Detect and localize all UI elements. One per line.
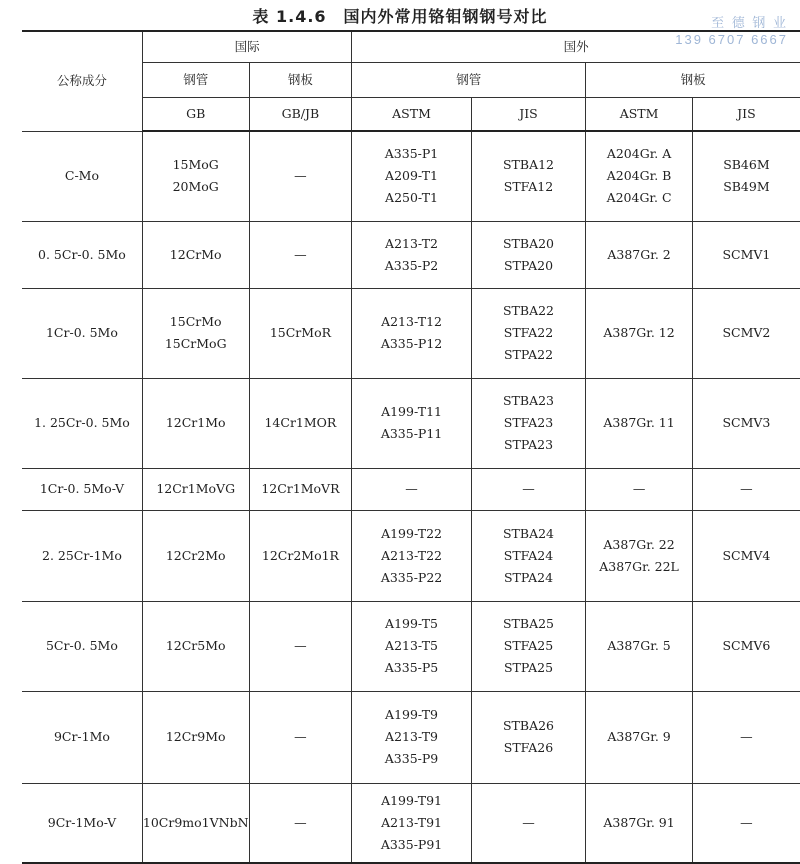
- cell-gb-pipe: [142, 783, 249, 863]
- cell-line: 2. 25Cr-1Mo: [42, 547, 122, 563]
- cell-line: A213-T22: [381, 547, 442, 563]
- cell-line: SCMV2: [722, 325, 771, 340]
- cell-jis-plate: [692, 510, 800, 601]
- cell-line: STPA24: [503, 569, 554, 585]
- cell-line: A335-P12: [380, 336, 443, 351]
- cell-astm-plate: [586, 783, 693, 863]
- cell-jis-plate: [692, 131, 800, 221]
- header-gbjb: GB/JB: [249, 98, 352, 132]
- cell-line: 1Cr-0. 5Mo-V: [39, 481, 125, 496]
- cell-gbjb-plate: [249, 783, 352, 863]
- cell-jis-pipe: [471, 288, 586, 378]
- cell-line: A209-T1: [385, 168, 439, 184]
- cell-component: [22, 783, 142, 863]
- cell-line: A387Gr. 12: [603, 325, 675, 340]
- cell-line: A213-T2: [385, 235, 439, 251]
- cell-jis-pipe: [471, 131, 586, 221]
- table-title: 表 1.4.6 国内外常用铬钼钢钢号对比: [252, 7, 548, 26]
- cell-jis-pipe: [471, 510, 586, 601]
- cell-line: STPA22: [503, 347, 554, 362]
- cell-astm-plate: [586, 601, 693, 691]
- cell-line: C-Mo: [64, 168, 99, 183]
- cell-line: 10Cr9mo1VNbN: [142, 814, 249, 830]
- cell-line: A213-T91: [381, 814, 442, 830]
- watermark-phone: 139 6707 6667: [675, 32, 788, 47]
- cell-line: A387Gr. 22L: [599, 558, 679, 574]
- cell-jis-pipe: [471, 783, 586, 863]
- cell-component: [22, 691, 142, 783]
- cell-line: 15MoG: [172, 157, 219, 173]
- cell-line: STBA23: [502, 393, 555, 408]
- cell-line: —: [294, 729, 307, 744]
- cell-gbjb-plate: [249, 288, 352, 378]
- cell-jis-pipe: [471, 691, 586, 783]
- cell-line: —: [294, 168, 307, 184]
- cell-line: 0. 5Cr-0. 5Mo: [38, 246, 126, 262]
- cell-line: A387Gr. 5: [607, 638, 671, 653]
- cell-component: [22, 221, 142, 288]
- cell-jis-plate: [692, 468, 800, 510]
- table-row: [22, 131, 800, 221]
- cell-line: —: [405, 481, 418, 496]
- cell-line: A199-T22: [381, 525, 442, 541]
- cell-line: A335-P1: [384, 146, 439, 162]
- header-foreign-plate: 钢板: [586, 63, 800, 98]
- cell-component: [22, 601, 142, 691]
- table-row: [22, 601, 800, 691]
- cell-line: A387Gr. 9: [607, 729, 671, 744]
- cell-line: A335-P11: [380, 426, 443, 441]
- cell-astm-pipe: [352, 131, 471, 221]
- cell-jis-pipe: [471, 468, 586, 510]
- cell-line: A335-P22: [380, 569, 443, 585]
- cell-line: A199-T5: [385, 616, 439, 631]
- cell-gbjb-plate: [249, 221, 352, 288]
- cell-gbjb-plate: [249, 691, 352, 783]
- cell-line: —: [740, 481, 753, 496]
- cell-line: 12Cr2Mo1R: [261, 547, 339, 563]
- table-row: [22, 468, 800, 510]
- cell-line: 20MoG: [172, 179, 219, 195]
- cell-gb-pipe: [142, 288, 249, 378]
- cell-astm-pipe: [352, 783, 471, 863]
- cell-line: A387Gr. 2: [607, 246, 671, 262]
- cell-gb-pipe: [142, 131, 249, 221]
- cell-gbjb-plate: [249, 510, 352, 601]
- cell-line: A199-T91: [381, 792, 442, 808]
- cell-line: STFA25: [503, 638, 554, 653]
- cell-astm-plate: [586, 288, 693, 378]
- cell-line: A335-P9: [384, 751, 439, 766]
- cell-astm-pipe: [352, 221, 471, 288]
- cell-line: A199-T9: [385, 707, 439, 722]
- cell-line: STBA24: [502, 525, 555, 541]
- cell-astm-pipe: [352, 288, 471, 378]
- cell-line: SCMV3: [722, 415, 771, 430]
- cell-astm-plate: [586, 691, 693, 783]
- cell-line: 9Cr-1Mo-V: [47, 814, 117, 830]
- cell-gb-pipe: [142, 221, 249, 288]
- cell-jis-pipe: [471, 601, 586, 691]
- cell-gbjb-plate: [249, 378, 352, 468]
- header-gb: GB: [142, 98, 249, 132]
- cell-jis-plate: [692, 221, 800, 288]
- cell-line: —: [522, 481, 535, 496]
- cell-jis-plate: [692, 378, 800, 468]
- cell-gb-pipe: [142, 468, 249, 510]
- cell-gbjb-plate: [249, 131, 352, 221]
- cell-line: 12Cr1MoVR: [261, 481, 340, 496]
- cell-line: STPA20: [503, 257, 554, 273]
- cell-line: A387Gr. 22: [603, 536, 675, 552]
- cell-line: A387Gr. 91: [603, 814, 675, 830]
- cell-jis-plate: [692, 288, 800, 378]
- cell-jis-pipe: [471, 221, 586, 288]
- cell-gb-pipe: [142, 510, 249, 601]
- cell-line: —: [632, 481, 646, 496]
- table-row: [22, 783, 800, 863]
- cell-line: A213-T5: [385, 638, 439, 653]
- cell-line: 12Cr9Mo: [165, 729, 226, 744]
- table-row: [22, 691, 800, 783]
- header-component: 公称成分: [22, 31, 142, 131]
- cell-astm-plate: [586, 468, 693, 510]
- cell-line: 12Cr1MoVG: [156, 481, 236, 496]
- cell-line: —: [294, 814, 307, 830]
- table-row: [22, 221, 800, 288]
- cell-line: STBA25: [502, 616, 555, 631]
- cell-component: [22, 378, 142, 468]
- cell-line: SB46M: [723, 157, 770, 173]
- cell-astm-pipe: [352, 468, 471, 510]
- cell-line: STBA22: [502, 303, 555, 318]
- cell-line: A213-T12: [381, 314, 442, 329]
- cell-line: 15CrMoG: [164, 336, 227, 351]
- cell-line: STBA20: [502, 235, 555, 251]
- cell-line: 5Cr-0. 5Mo: [45, 638, 118, 653]
- header-domestic-plate: 钢板: [249, 63, 352, 98]
- cell-line: SB49M: [723, 179, 770, 195]
- cell-component: [22, 131, 142, 221]
- cell-line: A335-P5: [384, 660, 439, 675]
- cell-gbjb-plate: [249, 601, 352, 691]
- steel-grade-comparison-table: [22, 30, 800, 864]
- cell-jis-plate: [692, 783, 800, 863]
- cell-line: 12Cr5Mo: [165, 638, 226, 653]
- cell-astm-plate: [586, 510, 693, 601]
- watermark-company: 至 德 钢 业: [711, 15, 788, 30]
- cell-line: —: [294, 246, 307, 262]
- table-row: [22, 378, 800, 468]
- table-row: [22, 510, 800, 601]
- table-body: [22, 131, 800, 863]
- cell-jis-plate: [692, 601, 800, 691]
- header-astm-pipe: ASTM: [352, 98, 471, 132]
- header-jis-pipe: JIS: [471, 98, 586, 132]
- cell-line: 12Cr2Mo: [165, 547, 226, 563]
- cell-gbjb-plate: [249, 468, 352, 510]
- cell-line: A204Gr. B: [606, 168, 672, 184]
- cell-line: A335-P2: [384, 257, 439, 273]
- cell-line: STBA12: [502, 157, 555, 173]
- cell-line: A204Gr. C: [606, 190, 672, 206]
- cell-line: —: [740, 814, 753, 830]
- cell-line: A387Gr. 11: [603, 415, 675, 430]
- cell-line: STFA26: [503, 740, 554, 755]
- cell-line: A213-T9: [385, 729, 439, 744]
- cell-line: STFA22: [503, 325, 554, 340]
- cell-gb-pipe: [142, 601, 249, 691]
- cell-component: [22, 468, 142, 510]
- header-foreign: 国外: [352, 31, 800, 63]
- header-domestic-pipe: 钢管: [142, 63, 249, 98]
- cell-line: —: [522, 814, 535, 830]
- cell-gb-pipe: [142, 691, 249, 783]
- cell-line: —: [740, 729, 753, 744]
- cell-line: A204Gr. A: [606, 146, 672, 162]
- cell-astm-plate: [586, 221, 693, 288]
- cell-line: STFA24: [503, 547, 554, 563]
- cell-line: SCMV4: [722, 547, 771, 563]
- cell-line: 15CrMoR: [269, 325, 332, 340]
- cell-astm-plate: [586, 378, 693, 468]
- cell-line: 1. 25Cr-0. 5Mo: [34, 415, 130, 430]
- header-domestic: 国际: [142, 31, 351, 63]
- cell-line: 14Cr1MOR: [264, 415, 337, 430]
- cell-line: STPA25: [503, 660, 554, 675]
- cell-component: [22, 510, 142, 601]
- cell-line: A250-T1: [385, 190, 439, 206]
- cell-jis-pipe: [471, 378, 586, 468]
- cell-line: SCMV6: [722, 638, 771, 653]
- cell-astm-pipe: [352, 378, 471, 468]
- cell-line: A199-T11: [381, 404, 442, 419]
- cell-line: STBA26: [502, 718, 555, 733]
- cell-line: 12Cr1Mo: [165, 415, 226, 430]
- header-foreign-pipe: 钢管: [352, 63, 586, 98]
- cell-line: SCMV1: [722, 246, 771, 262]
- cell-line: A335-P91: [380, 836, 443, 852]
- header-astm-plate: ASTM: [586, 98, 693, 132]
- cell-astm-pipe: [352, 601, 471, 691]
- header-jis-plate: JIS: [692, 98, 800, 132]
- cell-astm-pipe: [352, 691, 471, 783]
- cell-line: —: [294, 638, 307, 653]
- cell-line: 15CrMo: [169, 314, 222, 329]
- cell-jis-plate: [692, 691, 800, 783]
- cell-line: 12CrMo: [169, 246, 222, 262]
- cell-line: STFA12: [503, 179, 554, 195]
- cell-component: [22, 288, 142, 378]
- table-row: [22, 288, 800, 378]
- cell-line: 1Cr-0. 5Mo: [45, 325, 118, 340]
- cell-astm-pipe: [352, 510, 471, 601]
- cell-astm-plate: [586, 131, 693, 221]
- cell-line: STFA23: [503, 415, 554, 430]
- cell-line: STPA23: [503, 437, 554, 452]
- cell-line: 9Cr-1Mo: [53, 729, 110, 744]
- cell-gb-pipe: [142, 378, 249, 468]
